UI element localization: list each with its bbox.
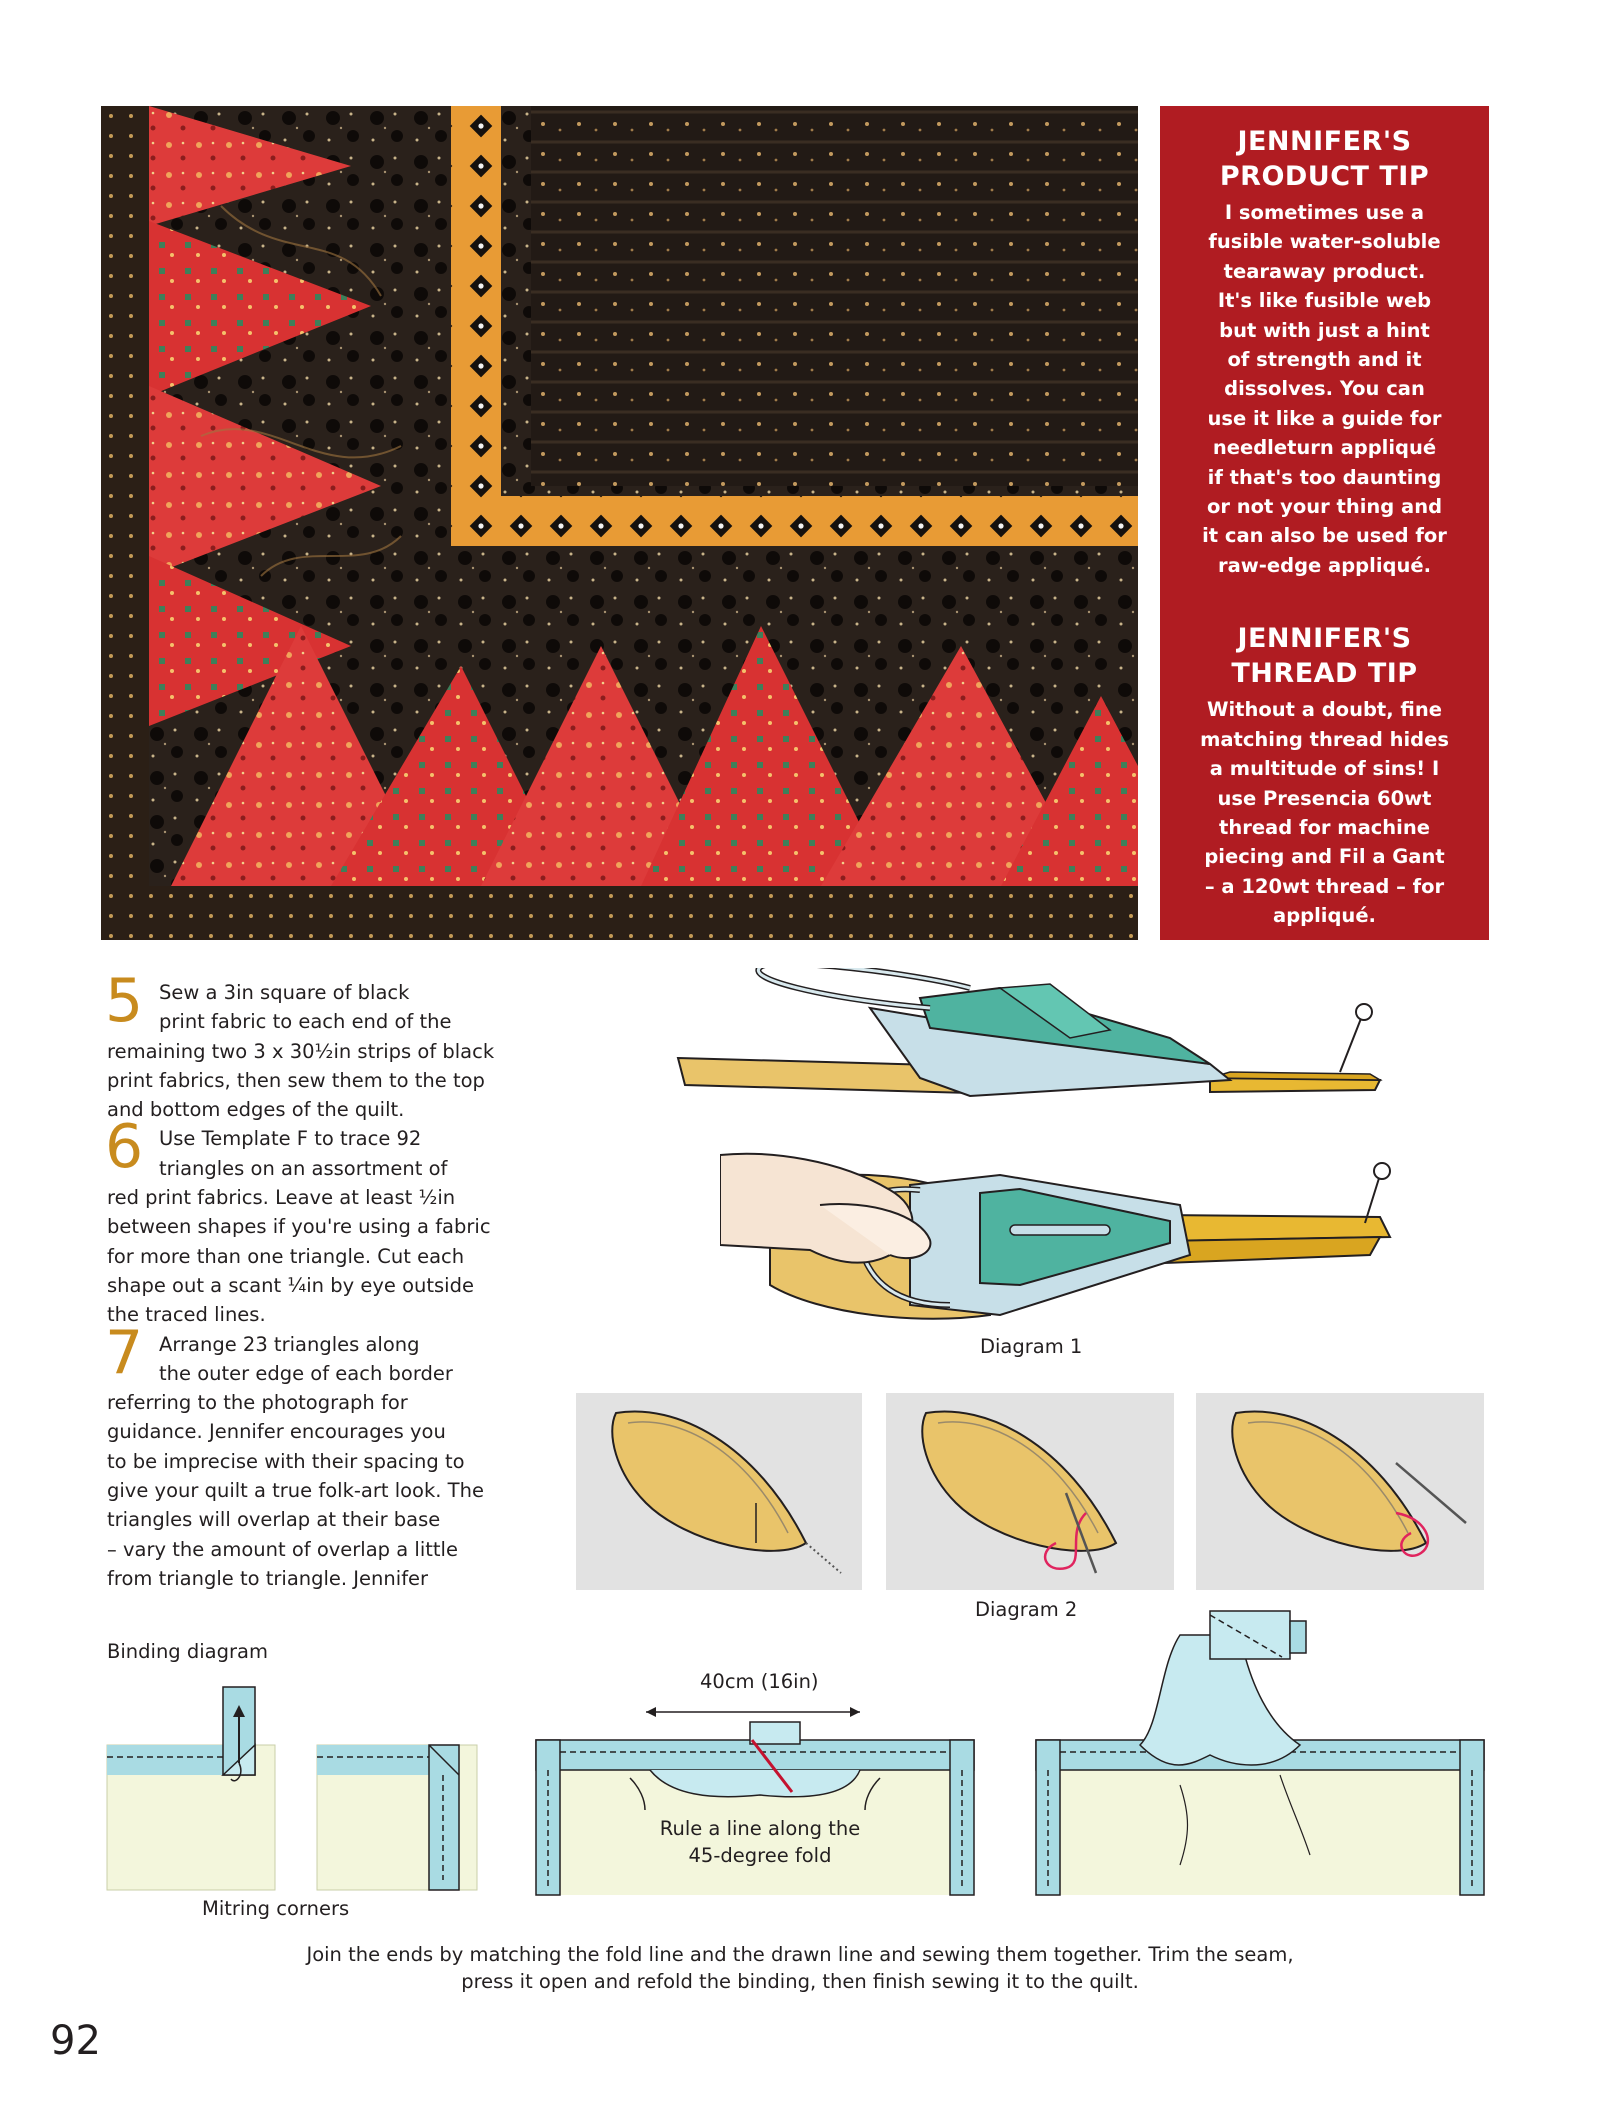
mitring-corners-caption: Mitring corners bbox=[202, 1897, 350, 1920]
step-line: – vary the amount of overlap a little bbox=[107, 1537, 458, 1561]
binding-note-line: Join the ends by matching the fold line and the drawn line and sewing them together. Trim the seam, bbox=[306, 1943, 1294, 1966]
step-number: 6 bbox=[105, 1112, 144, 1183]
product-tip-line: raw-edge appliqué. bbox=[1218, 553, 1431, 577]
rule-line-label-line: Rule a line along the bbox=[659, 1817, 861, 1840]
thread-tip-line: matching thread hides bbox=[1200, 727, 1449, 751]
thread-tip-line: appliqué. bbox=[1273, 904, 1376, 928]
thread-tip-body bbox=[1174, 695, 1475, 930]
refold-binding-diagram bbox=[1030, 1605, 1490, 1900]
diagram-2-caption: Diagram 2 bbox=[975, 1598, 1078, 1621]
product-tip-line: needleturn appliqué bbox=[1212, 436, 1437, 460]
product-tip-line: I sometimes use a bbox=[1224, 201, 1425, 224]
step-line: referring to the photograph for bbox=[107, 1391, 408, 1415]
thread-tip-line: Without a doubt, fine bbox=[1206, 698, 1442, 722]
step-line: triangles will overlap at their base bbox=[107, 1508, 441, 1532]
thread-tip-line: use Presencia 60wt bbox=[1217, 786, 1432, 810]
page-number: 92 bbox=[50, 2018, 101, 2064]
tips-sidebar bbox=[1160, 106, 1489, 940]
binding-note-line: press it open and refold the binding, then finish sewing it to the quilt. bbox=[461, 1970, 1139, 1993]
step-line: Arrange 23 triangles along bbox=[159, 1332, 420, 1356]
product-tip-line: tearaway product. bbox=[1223, 259, 1426, 283]
mitring-corners-diagram bbox=[105, 1685, 485, 1895]
thread-tip-line: – a 120wt thread – for bbox=[1204, 874, 1445, 898]
product-tip-line: fusible water-soluble bbox=[1208, 230, 1441, 254]
step-line: the outer edge of each border bbox=[159, 1361, 453, 1385]
thread-tip-heading-line: JENNIFER'S bbox=[1237, 623, 1412, 655]
step-line: print fabrics, then sew them to the top bbox=[107, 1068, 485, 1092]
hand-icon bbox=[720, 1145, 1400, 1335]
product-tip-body bbox=[1174, 198, 1475, 580]
rule-line-label-line: 45-degree fold bbox=[688, 1844, 832, 1867]
step-number: 7 bbox=[105, 1317, 144, 1388]
needle-icon bbox=[1196, 1393, 1484, 1590]
step-line: print fabric to each end of the bbox=[159, 1010, 452, 1034]
step-line: for more than one triangle. Cut each bbox=[107, 1244, 465, 1268]
diagram-2-panel-2 bbox=[886, 1393, 1174, 1590]
product-tip-line: of strength and it bbox=[1227, 348, 1422, 372]
step-line: red print fabrics. Leave at least ½in bbox=[107, 1186, 456, 1210]
needle-icon bbox=[886, 1393, 1174, 1590]
step-line: Sew a 3in square of black bbox=[159, 981, 410, 1004]
instructions bbox=[105, 966, 547, 1593]
step-number: 5 bbox=[105, 966, 144, 1036]
step-7 bbox=[105, 1317, 547, 1594]
thread-tip-heading bbox=[1174, 621, 1475, 691]
step-line: and bottom edges of the quilt. bbox=[107, 1098, 405, 1122]
product-tip-heading-line: PRODUCT TIP bbox=[1219, 161, 1430, 192]
product-tip-line: or not your thing and bbox=[1206, 495, 1443, 519]
step-line: give your quilt a true folk-art look. The bbox=[107, 1479, 484, 1503]
product-tip-line: it can also be used for bbox=[1202, 524, 1447, 548]
step-line: from triangle to triangle. Jennifer bbox=[107, 1566, 429, 1590]
thread-tip-heading-line: THREAD TIP bbox=[1231, 658, 1418, 690]
step-line: Use Template F to trace 92 bbox=[159, 1127, 422, 1151]
product-tip-line: but with just a hint bbox=[1219, 318, 1430, 342]
binding-note bbox=[200, 1941, 1400, 1995]
bias-tape-maker-icon bbox=[670, 968, 1390, 1158]
step-line: between shapes if you're using a fabric bbox=[107, 1215, 491, 1239]
step-6 bbox=[105, 1112, 547, 1329]
needle-icon bbox=[576, 1393, 862, 1590]
measurement-label: 40cm (16in) bbox=[700, 1670, 819, 1693]
join-ends-diagram bbox=[530, 1700, 980, 1900]
thread-tip-line: a multitude of sins! I bbox=[1209, 757, 1440, 781]
thread-tip-line: thread for machine bbox=[1219, 815, 1430, 839]
step-5 bbox=[105, 966, 547, 1124]
step-line: triangles on an assortment of bbox=[159, 1156, 448, 1180]
diagram-2-panel-3 bbox=[1196, 1393, 1484, 1590]
step-line: guidance. Jennifer encourages you bbox=[107, 1420, 446, 1444]
product-tip-line: if that's too daunting bbox=[1207, 465, 1442, 489]
step-line: the traced lines. bbox=[107, 1303, 266, 1327]
product-tip-line: use it like a guide for bbox=[1207, 406, 1442, 430]
binding-diagram-caption: Binding diagram bbox=[107, 1640, 268, 1663]
step-line: shape out a scant ¼in by eye outside bbox=[107, 1273, 474, 1297]
step-line: remaining two 3 x 30½in strips of black bbox=[107, 1039, 495, 1063]
quilt-corner-photo bbox=[101, 106, 1138, 940]
thread-tip-line: piecing and Fil a Gant bbox=[1204, 845, 1445, 869]
product-tip-heading-line: JENNIFER'S bbox=[1237, 126, 1412, 157]
diagram-1-caption: Diagram 1 bbox=[980, 1335, 1083, 1358]
product-tip-heading bbox=[1174, 124, 1475, 194]
diagram-2-panel-1 bbox=[576, 1393, 862, 1590]
product-tip-line: It's like fusible web bbox=[1217, 289, 1432, 313]
step-line: to be imprecise with their spacing to bbox=[107, 1449, 465, 1473]
product-tip-line: dissolves. You can bbox=[1224, 377, 1425, 401]
rule-line-label bbox=[655, 1815, 865, 1869]
